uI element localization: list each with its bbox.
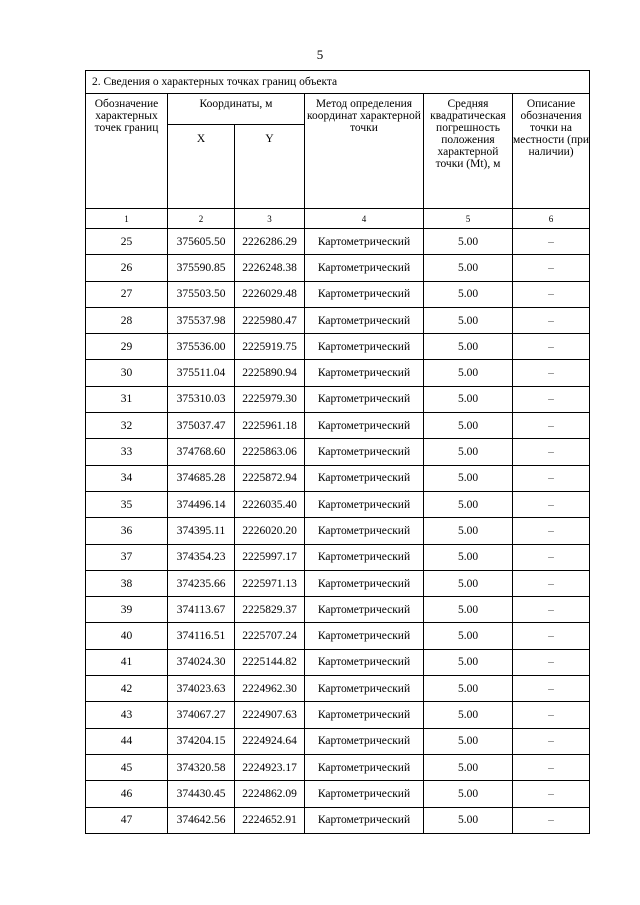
cell-y: 2225971.13 bbox=[235, 570, 305, 596]
section-title: 2. Сведения о характерных точках границ объекта bbox=[86, 71, 590, 94]
cell-description: – bbox=[513, 623, 590, 649]
cell-method: Картометрический bbox=[305, 465, 424, 491]
cell-x: 374430.45 bbox=[168, 781, 235, 807]
table-row bbox=[86, 807, 590, 833]
cell-x: 374320.58 bbox=[168, 754, 235, 780]
cell-y: 2224962.30 bbox=[235, 676, 305, 702]
cell-description: – bbox=[513, 491, 590, 517]
cell-accuracy: 5.00 bbox=[424, 754, 513, 780]
cell-x: 374395.11 bbox=[168, 518, 235, 544]
cell-y: 2225144.82 bbox=[235, 649, 305, 675]
column-number: 2 bbox=[168, 209, 235, 229]
cell-point: 35 bbox=[86, 491, 168, 517]
cell-accuracy: 5.00 bbox=[424, 334, 513, 360]
cell-description: – bbox=[513, 781, 590, 807]
cell-description: – bbox=[513, 229, 590, 255]
table-row bbox=[86, 597, 590, 623]
column-number: 5 bbox=[424, 209, 513, 229]
header-y: Y bbox=[235, 125, 305, 209]
cell-point: 32 bbox=[86, 413, 168, 439]
cell-method: Картометрический bbox=[305, 597, 424, 623]
column-number: 6 bbox=[513, 209, 590, 229]
cell-accuracy: 5.00 bbox=[424, 281, 513, 307]
cell-point: 46 bbox=[86, 781, 168, 807]
header-point-designation: Обозначение характерных точек границ bbox=[86, 94, 168, 209]
cell-method: Картометрический bbox=[305, 702, 424, 728]
cell-method: Картометрический bbox=[305, 439, 424, 465]
cell-accuracy: 5.00 bbox=[424, 255, 513, 281]
cell-point: 36 bbox=[86, 518, 168, 544]
cell-method: Картометрический bbox=[305, 229, 424, 255]
cell-x: 374642.56 bbox=[168, 807, 235, 833]
cell-accuracy: 5.00 bbox=[424, 386, 513, 412]
cell-accuracy: 5.00 bbox=[424, 307, 513, 333]
cell-description: – bbox=[513, 754, 590, 780]
cell-x: 375037.47 bbox=[168, 413, 235, 439]
cell-method: Картометрический bbox=[305, 781, 424, 807]
cell-x: 374496.14 bbox=[168, 491, 235, 517]
table-row bbox=[86, 307, 590, 333]
cell-x: 374768.60 bbox=[168, 439, 235, 465]
cell-y: 2226029.48 bbox=[235, 281, 305, 307]
cell-description: – bbox=[513, 281, 590, 307]
cell-accuracy: 5.00 bbox=[424, 676, 513, 702]
cell-y: 2226020.20 bbox=[235, 518, 305, 544]
cell-accuracy: 5.00 bbox=[424, 360, 513, 386]
header-coordinates: Координаты, м bbox=[168, 94, 305, 125]
cell-x: 375503.50 bbox=[168, 281, 235, 307]
table-row bbox=[86, 676, 590, 702]
cell-x: 374235.66 bbox=[168, 570, 235, 596]
cell-accuracy: 5.00 bbox=[424, 649, 513, 675]
page-number: 5 bbox=[316, 47, 324, 62]
table-row bbox=[86, 518, 590, 544]
cell-method: Картометрический bbox=[305, 307, 424, 333]
cell-description: – bbox=[513, 255, 590, 281]
cell-point: 42 bbox=[86, 676, 168, 702]
cell-point: 47 bbox=[86, 807, 168, 833]
column-numbers-row bbox=[86, 209, 590, 229]
cell-method: Картометрический bbox=[305, 281, 424, 307]
cell-point: 25 bbox=[86, 229, 168, 255]
cell-y: 2224923.17 bbox=[235, 754, 305, 780]
cell-method: Картометрический bbox=[305, 334, 424, 360]
cell-x: 375537.98 bbox=[168, 307, 235, 333]
cell-accuracy: 5.00 bbox=[424, 807, 513, 833]
cell-accuracy: 5.00 bbox=[424, 597, 513, 623]
cell-description: – bbox=[513, 413, 590, 439]
cell-description: – bbox=[513, 597, 590, 623]
cell-description: – bbox=[513, 439, 590, 465]
header-method: Метод определения координат характерной точки bbox=[305, 94, 424, 209]
cell-method: Картометрический bbox=[305, 649, 424, 675]
header-description: Описание обозначения точки на местности (при наличии) bbox=[513, 94, 590, 209]
cell-accuracy: 5.00 bbox=[424, 623, 513, 649]
cell-x: 375605.50 bbox=[168, 229, 235, 255]
cell-description: – bbox=[513, 676, 590, 702]
cell-accuracy: 5.00 bbox=[424, 702, 513, 728]
table-row bbox=[86, 386, 590, 412]
cell-method: Картометрический bbox=[305, 518, 424, 544]
cell-y: 2225997.17 bbox=[235, 544, 305, 570]
header-accuracy: Средняя квадратическая погрешность положения характерной точки (Mt), м bbox=[424, 94, 513, 209]
cell-y: 2225707.24 bbox=[235, 623, 305, 649]
table-row bbox=[86, 281, 590, 307]
cell-y: 2225980.47 bbox=[235, 307, 305, 333]
cell-x: 374116.51 bbox=[168, 623, 235, 649]
cell-description: – bbox=[513, 728, 590, 754]
cell-x: 374113.67 bbox=[168, 597, 235, 623]
cell-method: Картометрический bbox=[305, 570, 424, 596]
cell-accuracy: 5.00 bbox=[424, 465, 513, 491]
cell-accuracy: 5.00 bbox=[424, 781, 513, 807]
cell-point: 27 bbox=[86, 281, 168, 307]
cell-method: Картометрический bbox=[305, 754, 424, 780]
cell-y: 2225872.94 bbox=[235, 465, 305, 491]
cell-method: Картометрический bbox=[305, 676, 424, 702]
table-row bbox=[86, 781, 590, 807]
cell-point: 33 bbox=[86, 439, 168, 465]
cell-method: Картометрический bbox=[305, 386, 424, 412]
cell-description: – bbox=[513, 807, 590, 833]
cell-description: – bbox=[513, 334, 590, 360]
cell-method: Картометрический bbox=[305, 491, 424, 517]
cell-point: 45 bbox=[86, 754, 168, 780]
cell-accuracy: 5.00 bbox=[424, 439, 513, 465]
table-row bbox=[86, 754, 590, 780]
cell-x: 374685.28 bbox=[168, 465, 235, 491]
cell-x: 374204.15 bbox=[168, 728, 235, 754]
column-number: 4 bbox=[305, 209, 424, 229]
cell-method: Картометрический bbox=[305, 255, 424, 281]
table-row bbox=[86, 439, 590, 465]
table-row bbox=[86, 413, 590, 439]
cell-description: – bbox=[513, 702, 590, 728]
cell-x: 374024.30 bbox=[168, 649, 235, 675]
cell-y: 2225961.18 bbox=[235, 413, 305, 439]
table-row bbox=[86, 229, 590, 255]
cell-point: 37 bbox=[86, 544, 168, 570]
cell-y: 2225979.30 bbox=[235, 386, 305, 412]
table-row bbox=[86, 623, 590, 649]
cell-point: 41 bbox=[86, 649, 168, 675]
table-row bbox=[86, 570, 590, 596]
cell-accuracy: 5.00 bbox=[424, 491, 513, 517]
cell-method: Картометрический bbox=[305, 360, 424, 386]
cell-accuracy: 5.00 bbox=[424, 518, 513, 544]
cell-y: 2225919.75 bbox=[235, 334, 305, 360]
cell-accuracy: 5.00 bbox=[424, 413, 513, 439]
table-row bbox=[86, 491, 590, 517]
cell-y: 2225829.37 bbox=[235, 597, 305, 623]
column-number: 3 bbox=[235, 209, 305, 229]
table-row bbox=[86, 465, 590, 491]
cell-y: 2226035.40 bbox=[235, 491, 305, 517]
cell-x: 375511.04 bbox=[168, 360, 235, 386]
cell-accuracy: 5.00 bbox=[424, 728, 513, 754]
table-row bbox=[86, 360, 590, 386]
table-row bbox=[86, 255, 590, 281]
cell-point: 30 bbox=[86, 360, 168, 386]
cell-accuracy: 5.00 bbox=[424, 570, 513, 596]
cell-point: 26 bbox=[86, 255, 168, 281]
table-row bbox=[86, 334, 590, 360]
cell-point: 28 bbox=[86, 307, 168, 333]
cell-point: 38 bbox=[86, 570, 168, 596]
cell-point: 39 bbox=[86, 597, 168, 623]
cell-description: – bbox=[513, 465, 590, 491]
cell-y: 2224924.64 bbox=[235, 728, 305, 754]
cell-y: 2224862.09 bbox=[235, 781, 305, 807]
cell-description: – bbox=[513, 570, 590, 596]
cell-y: 2225890.94 bbox=[235, 360, 305, 386]
header-x: X bbox=[168, 125, 235, 209]
cell-method: Картометрический bbox=[305, 623, 424, 649]
cell-y: 2224907.63 bbox=[235, 702, 305, 728]
cell-x: 374023.63 bbox=[168, 676, 235, 702]
cell-point: 44 bbox=[86, 728, 168, 754]
cell-point: 40 bbox=[86, 623, 168, 649]
table-row bbox=[86, 649, 590, 675]
table-row bbox=[86, 544, 590, 570]
cell-description: – bbox=[513, 360, 590, 386]
table-row bbox=[86, 728, 590, 754]
cell-method: Картометрический bbox=[305, 807, 424, 833]
table-row bbox=[86, 702, 590, 728]
table-body bbox=[86, 229, 590, 834]
cell-accuracy: 5.00 bbox=[424, 544, 513, 570]
cell-y: 2226286.29 bbox=[235, 229, 305, 255]
cell-y: 2224652.91 bbox=[235, 807, 305, 833]
cell-y: 2226248.38 bbox=[235, 255, 305, 281]
cell-description: – bbox=[513, 544, 590, 570]
cell-y: 2225863.06 bbox=[235, 439, 305, 465]
cell-point: 34 bbox=[86, 465, 168, 491]
cell-x: 374067.27 bbox=[168, 702, 235, 728]
cell-description: – bbox=[513, 386, 590, 412]
cell-method: Картометрический bbox=[305, 544, 424, 570]
cell-accuracy: 5.00 bbox=[424, 229, 513, 255]
cell-x: 375590.85 bbox=[168, 255, 235, 281]
boundary-points-table bbox=[85, 70, 590, 834]
cell-description: – bbox=[513, 307, 590, 333]
cell-x: 375310.03 bbox=[168, 386, 235, 412]
cell-point: 29 bbox=[86, 334, 168, 360]
cell-description: – bbox=[513, 649, 590, 675]
cell-point: 43 bbox=[86, 702, 168, 728]
column-number: 1 bbox=[86, 209, 168, 229]
cell-x: 374354.23 bbox=[168, 544, 235, 570]
cell-method: Картометрический bbox=[305, 728, 424, 754]
cell-method: Картометрический bbox=[305, 413, 424, 439]
cell-description: – bbox=[513, 518, 590, 544]
cell-x: 375536.00 bbox=[168, 334, 235, 360]
cell-point: 31 bbox=[86, 386, 168, 412]
